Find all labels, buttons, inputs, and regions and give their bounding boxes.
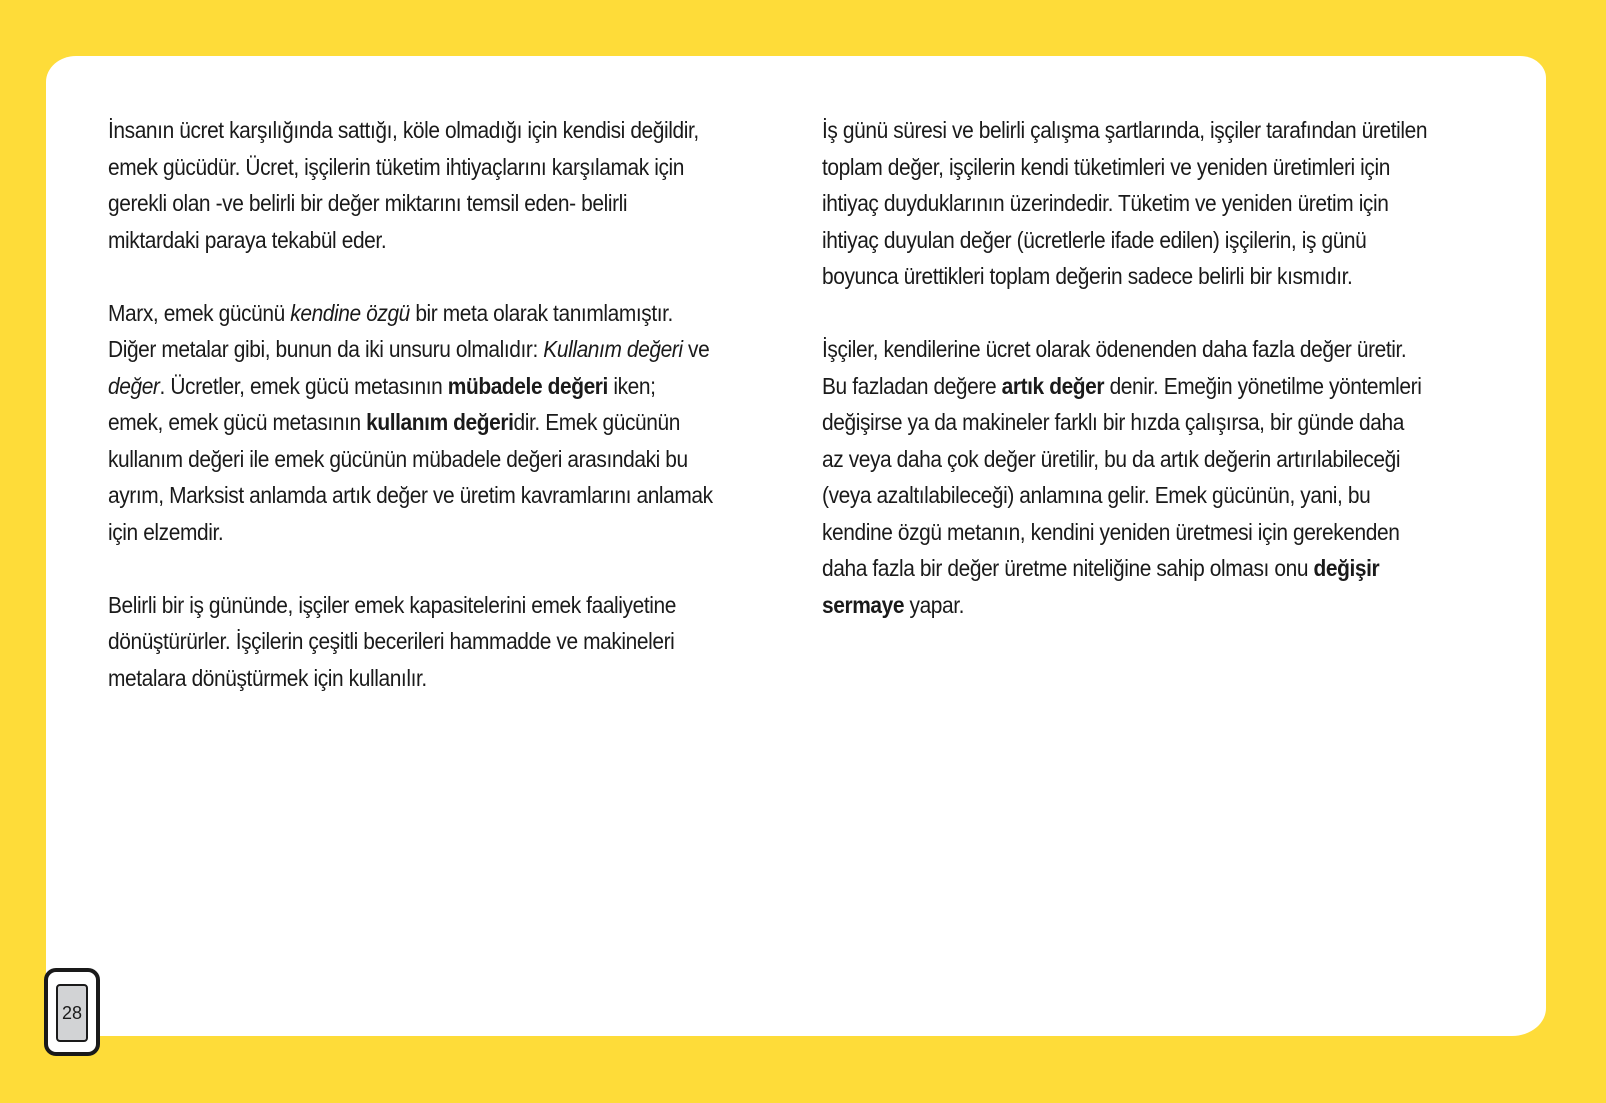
text-span: . Ücretler, emek gücü metasının [159, 372, 448, 399]
paragraph-wage: İnsanın ücret karşılığında sattığı, köle olmadığı için kendisi değildir, emek gücüdür. Ücret, işçilerin tüketim ihtiyaçlarını karşılamak için gerekli olan -ve belirli bir değer miktarını temsil eden- belirli miktardaki paraya tekabül eder. [108, 117, 699, 253]
page-number-badge [44, 968, 100, 1056]
text-span: dir. Emek gücünün kullanım değeri ile emek gücünün mübadele değeri arasındaki bu ayrım, Marksist anlamda artık değer ve üretim kavramlarını anlamak için elzemdir. [108, 409, 713, 545]
emphasis-kullanim-degeri: Kullanım değeri [543, 336, 683, 362]
left-column [108, 112, 713, 733]
emphasis-deger: değer [108, 372, 160, 399]
text-span: bir meta olarak tanımlamıştır. Diğer metalar gibi, bunun da iki unsuru olmalıdır: [108, 299, 673, 362]
paragraph-work-day: Belirli bir iş gününde, işçiler emek kapasitelerini emek faaliyetine dönüştürürler. İşçilerin çeşitli becerileri hammadde ve makineleri metalara dönüştürmek için kullanılır. [108, 591, 676, 691]
term-mubadele-degeri: mübadele değeri [447, 372, 608, 399]
term-degisir-sermaye: değişir sermaye [822, 555, 1380, 618]
text-span: denir. Emeğin yönetilme yöntemleri değişirse ya da makineler farklı bir hızda çalışırsa, bir günde daha az veya daha çok değer üretilir, bu da artık değerin artırılabileceği (veya azaltılabileceği) anlamına gelir. Emek gücünün, yani, bu kendine özgü metanın, kendini yeniden üretmesi için gerekenden daha fazla bir değer üretme niteliğine sahip olması onu [822, 372, 1422, 581]
text-span: iken; emek, emek gücü metasının [108, 372, 656, 435]
term-artik-deger: artık değer [1001, 372, 1105, 399]
text-span: yapar. [904, 591, 965, 618]
term-kullanim-degeri: kullanım değeri [366, 409, 514, 435]
right-column [822, 112, 1427, 660]
paragraph-surplus-value [822, 331, 1427, 623]
page-number: 28 [56, 984, 88, 1042]
text-span: ve [682, 336, 710, 362]
text-span: İşçiler, kendilerine ücret olarak ödenenden daha fazla değer üretir. Bu fazladan değere [822, 336, 1407, 399]
paragraph-total-value: İş günü süresi ve belirli çalışma şartlarında, işçiler tarafından üretilen toplam değer, işçilerin kendi tüketimleri ve yeniden üretimleri için ihtiyaç duyduklarının üzerindedir. Tüketim ve yeniden üretim için ihtiyaç duyulan değer (ücretlerle ifade edilen) işçilerin, iş günü boyunca ürettikleri toplam değerin sadece belirli bir kısmıdır. [822, 117, 1428, 289]
emphasis-kendine-ozgu: kendine özgü [290, 299, 410, 326]
text-span: Marx, emek gücünü [108, 299, 291, 326]
paragraph-labor-power [108, 295, 713, 551]
